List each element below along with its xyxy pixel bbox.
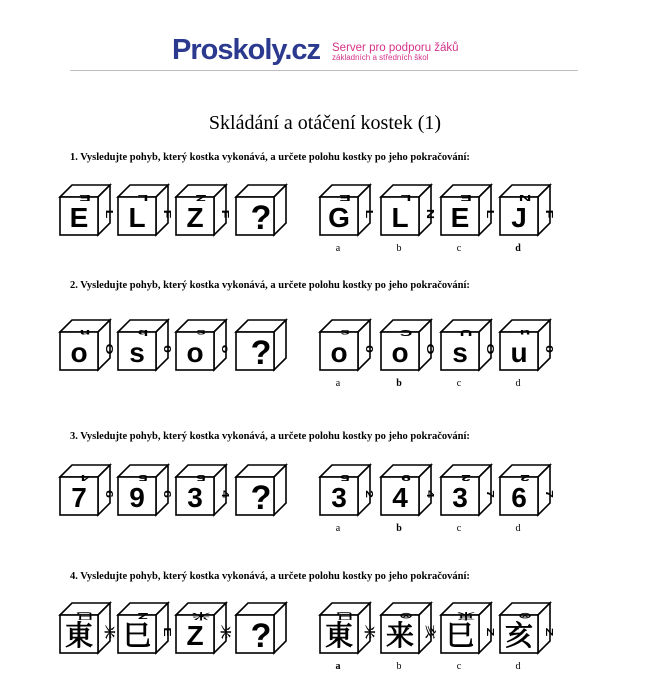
cube-top-symbol: N: [518, 193, 532, 203]
sequence-cube: [118, 185, 173, 235]
option-cube-a: [320, 603, 376, 653]
option-label[interactable]: a: [335, 661, 341, 672]
cube-side-symbol: O: [484, 343, 497, 355]
sequence-cube: [118, 603, 173, 653]
option-label[interactable]: c: [456, 243, 462, 254]
cube-front-symbol: 3: [187, 482, 203, 513]
sequence-cube: [60, 320, 115, 370]
cube-top-symbol: s: [196, 328, 206, 338]
option-label[interactable]: d: [515, 243, 521, 254]
cube-side-symbol: L: [363, 209, 376, 219]
option-label[interactable]: c: [456, 523, 462, 534]
option-cube-c: [441, 320, 496, 370]
cube-front-symbol: 来: [385, 620, 415, 651]
cube-front-symbol: 6: [511, 482, 527, 513]
sequence-cube: [60, 465, 115, 515]
cube-side-symbol: 2: [363, 490, 376, 498]
cube-top-symbol: ⊗: [398, 611, 414, 621]
cube-top-symbol: E: [460, 193, 472, 203]
cube-top-symbol: s: [340, 328, 350, 338]
unknown-cube-question-mark: ?: [250, 199, 272, 237]
cube-side-symbol: 米: [219, 625, 232, 639]
cube-top-symbol: 東: [457, 611, 475, 621]
cube-front-symbol: 亥: [504, 620, 534, 651]
cube-top-symbol: L: [400, 193, 412, 203]
option-label[interactable]: a: [335, 243, 341, 254]
option-cube-d: [500, 465, 555, 515]
cube-front-symbol: o: [391, 337, 409, 368]
cube-top-symbol: 2: [461, 473, 471, 483]
sequence-cube: [118, 320, 173, 370]
cube-top-symbol: E: [79, 193, 91, 203]
cube-side-symbol: 4: [424, 490, 437, 498]
cube-side-symbol: L: [103, 209, 116, 219]
cube-front-symbol: J: [511, 202, 527, 233]
cube-front-symbol: L: [391, 202, 409, 233]
cube-front-symbol: 3: [452, 482, 468, 513]
cube-side-symbol: O: [103, 343, 116, 355]
cube-side-symbol: Z: [484, 627, 497, 637]
option-cube-a: [320, 185, 375, 235]
tagline-line2: základních a středních škol: [332, 53, 429, 63]
option-cube-b: [381, 185, 436, 235]
sequence-cube: [236, 320, 286, 372]
option-cube-c: [441, 185, 496, 235]
cube-front-symbol: E: [450, 202, 470, 233]
sequence-cube: [176, 185, 231, 235]
cube-front-symbol: 東: [64, 620, 94, 651]
cube-top-symbol: u: [519, 328, 531, 338]
option-cube-c: [441, 603, 496, 653]
cube-top-symbol: U: [459, 328, 473, 338]
cube-front-symbol: 4: [392, 482, 408, 513]
cube-top-symbol: 5: [196, 473, 206, 483]
cube-side-symbol: L: [484, 209, 497, 219]
cube-side-symbol: 6: [161, 490, 174, 498]
option-label[interactable]: a: [335, 378, 341, 389]
question-3-text: 3. Vysledujte pohyb, který kostka vykonává, a určete polohu kostky po jeho pokračování:: [70, 431, 470, 442]
sequence-cube: [176, 465, 231, 515]
cube-side-symbol: F: [219, 209, 232, 219]
cube-top-symbol: 巳: [336, 611, 354, 621]
sequence-cube: [236, 603, 286, 655]
unknown-cube-question-mark: ?: [250, 334, 272, 372]
cube-top-symbol: L: [137, 193, 149, 203]
cube-top-symbol: Z: [137, 611, 149, 621]
cube-side-symbol: 0: [363, 345, 376, 353]
cube-top-symbol: 米: [192, 611, 210, 621]
cube-top-symbol: 巳: [76, 611, 94, 621]
cube-front-symbol: 7: [71, 482, 87, 513]
option-label[interactable]: b: [396, 378, 402, 389]
cube-side-symbol: E: [161, 627, 174, 637]
cube-front-symbol: s: [129, 337, 145, 368]
cube-top-symbol: E: [339, 193, 351, 203]
cube-front-symbol: o: [186, 337, 204, 368]
question-2-text: 2. Vysledujte pohyb, který kostka vykonává, a určete polohu kostky po jeho pokračování:: [70, 280, 470, 291]
option-label[interactable]: c: [456, 661, 462, 672]
unknown-cube-question-mark: ?: [250, 479, 272, 517]
sequence-cube: [236, 185, 286, 237]
cube-top-symbol: 9: [401, 473, 411, 483]
cube-top-symbol: 5: [138, 473, 148, 483]
option-label[interactable]: d: [515, 378, 521, 389]
cube-front-symbol: L: [128, 202, 146, 233]
cube-front-symbol: G: [328, 202, 350, 233]
cube-top-symbol: 5: [340, 473, 350, 483]
cube-top-symbol: Z: [195, 193, 207, 203]
option-label[interactable]: b: [396, 523, 402, 534]
option-cube-d: [500, 320, 555, 370]
cube-side-symbol: 7: [484, 490, 497, 498]
cube-top-symbol: 2: [520, 473, 530, 483]
cube-front-symbol: 3: [331, 482, 347, 513]
sequence-cube: [60, 603, 116, 653]
cube-side-symbol: 0: [543, 345, 556, 353]
cube-front-symbol: Z: [186, 620, 204, 651]
option-label[interactable]: c: [456, 378, 462, 389]
cube-side-symbol: O: [424, 343, 437, 355]
cube-side-symbol: F: [161, 209, 174, 219]
option-label[interactable]: b: [396, 661, 402, 672]
cube-side-symbol: o: [219, 344, 232, 354]
cube-side-symbol: Z: [543, 627, 556, 637]
option-label[interactable]: d: [515, 661, 521, 672]
cube-top-symbol: ⊗: [517, 611, 533, 621]
cube-front-symbol: Z: [186, 202, 204, 233]
cube-side-symbol: 亥: [424, 625, 437, 639]
cube-side-symbol: 米: [363, 625, 376, 639]
option-cube-a: [320, 320, 375, 370]
question-1-text: 1. Vysledujte pohyb, který kostka vykonává, a určete polohu kostky po jeho pokračování:: [70, 152, 470, 163]
cube-front-symbol: 巳: [122, 620, 152, 651]
cube-side-symbol: 米: [103, 625, 116, 639]
option-label[interactable]: d: [515, 523, 521, 534]
cube-top-symbol: 4: [80, 473, 90, 483]
option-cube-d: [500, 603, 555, 653]
cube-front-symbol: 巳: [445, 620, 475, 651]
cube-top-symbol: n: [79, 328, 91, 338]
unknown-cube-question-mark: ?: [250, 617, 272, 655]
option-cube-b: [381, 320, 436, 370]
question-4-text: 4. Vysledujte pohyb, který kostka vykonává, a určete polohu kostky po jeho pokračování:: [70, 571, 470, 582]
option-cube-b: [381, 465, 436, 515]
option-label[interactable]: a: [335, 523, 341, 534]
cube-side-symbol: 0: [161, 345, 174, 353]
option-label[interactable]: b: [396, 243, 402, 254]
tagline-line1: Server pro podporu žáků: [332, 42, 459, 54]
sequence-cube: [236, 465, 286, 517]
sequence-cube: [176, 603, 232, 653]
page-title: Skládání a otáčení kostek (1): [208, 112, 442, 134]
cube-front-symbol: E: [69, 202, 89, 233]
cube-side-symbol: 6: [103, 490, 116, 498]
cube-front-symbol: s: [452, 337, 468, 368]
cube-side-symbol: F: [543, 209, 556, 219]
option-cube-b: [381, 603, 437, 653]
option-cube-d: [500, 185, 555, 235]
cube-side-symbol: N: [424, 208, 437, 220]
cube-side-symbol: 7: [543, 490, 556, 498]
cube-top-symbol: b: [137, 328, 149, 338]
cube-top-symbol: C: [399, 328, 413, 338]
option-cube-a: [320, 465, 375, 515]
sequence-cube: [176, 320, 231, 370]
proskoly-logo[interactable]: Proskoly.cz: [172, 34, 321, 66]
cube-side-symbol: 4: [219, 490, 232, 498]
cube-front-symbol: u: [510, 337, 528, 368]
option-cube-c: [441, 465, 496, 515]
sequence-cube: [60, 185, 115, 235]
cube-front-symbol: 9: [129, 482, 145, 513]
cube-front-symbol: 東: [324, 620, 354, 651]
cube-front-symbol: o: [330, 337, 348, 368]
cube-front-symbol: o: [70, 337, 88, 368]
sequence-cube: [118, 465, 173, 515]
